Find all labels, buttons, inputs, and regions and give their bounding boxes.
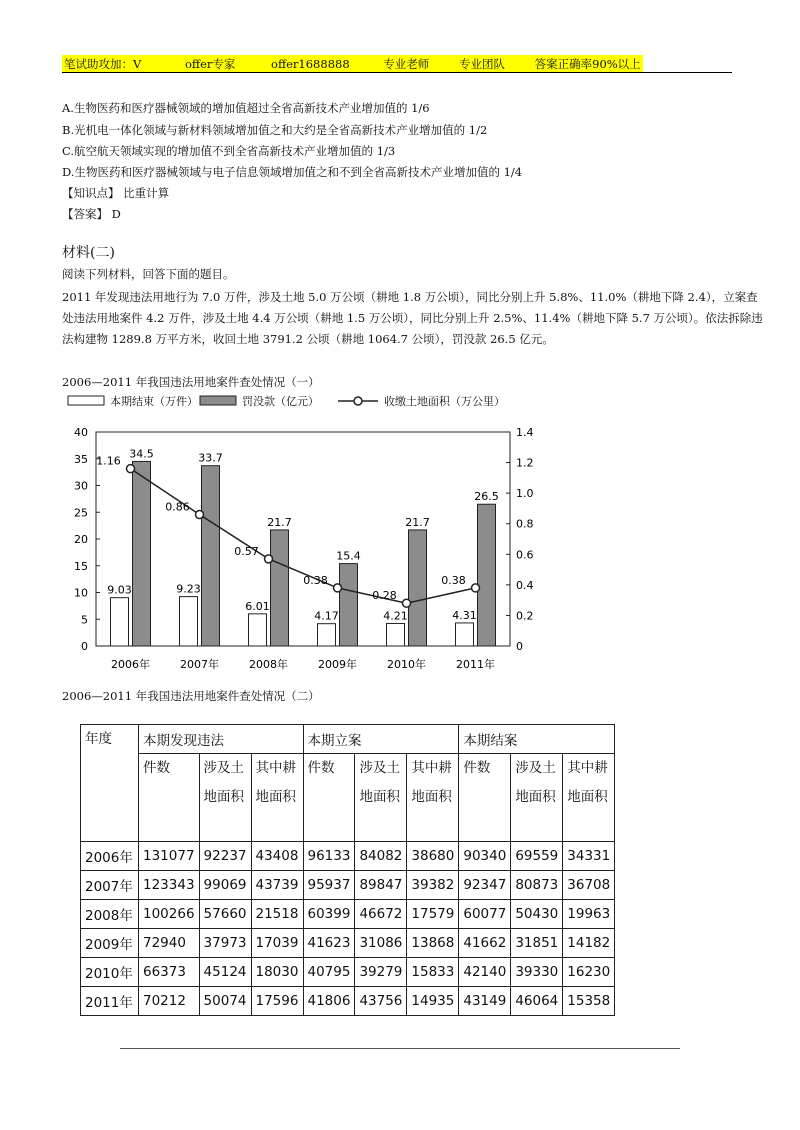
table-cell: 36708: [563, 871, 615, 900]
x-tick-label: 2008年: [249, 658, 288, 671]
table-cell: 15358: [563, 987, 615, 1016]
bar-value-label: 4.21: [383, 609, 408, 623]
x-tick-label: 2009年: [318, 658, 357, 671]
table-caption: 2006—2011 年我国违法用地案件查处情况（二）: [62, 689, 320, 703]
combo-chart: [60, 390, 550, 680]
y2-tick-label: 0.2: [516, 609, 534, 623]
promo-item: 笔试助攻加：V: [64, 57, 142, 71]
table-body: [81, 842, 615, 1016]
y2-tick-label: 1.0: [516, 487, 534, 501]
line-point: [265, 555, 273, 563]
col-subheader: 其中耕地面积: [251, 754, 303, 842]
y2-tick-label: 0.6: [516, 548, 534, 562]
table-row: [81, 929, 615, 958]
row-year: 2009年: [81, 929, 139, 958]
plot-frame: [96, 432, 510, 646]
x-tick-label: 2010年: [387, 658, 426, 671]
table-cell: 70212: [139, 987, 200, 1016]
table-cell: 17039: [251, 929, 303, 958]
bar-value-label: 34.5: [129, 447, 154, 461]
col-header-year: 年度: [81, 725, 139, 842]
table-cell: 18030: [251, 958, 303, 987]
table-row: [81, 987, 615, 1016]
bar: [478, 504, 496, 646]
row-year: 2006年: [81, 842, 139, 871]
table-row: [81, 958, 615, 987]
row-year: 2007年: [81, 871, 139, 900]
table-cell: 46672: [355, 900, 407, 929]
table-cell: 90340: [459, 842, 511, 871]
bar: [249, 614, 267, 646]
bar: [271, 530, 289, 646]
bar-value-label: 33.7: [198, 451, 223, 465]
x-tick-label: 2011年: [456, 658, 495, 671]
bar: [409, 530, 427, 646]
chart: [60, 390, 550, 680]
table-cell: 16230: [563, 958, 615, 987]
line-value-label: 0.28: [372, 589, 397, 603]
line-point: [334, 584, 342, 592]
table-cell: 95937: [303, 871, 355, 900]
data-table-wrap: [80, 724, 615, 1016]
table-cell: 38680: [407, 842, 459, 871]
legend-swatch: [68, 396, 104, 405]
bar: [111, 598, 129, 646]
row-year: 2008年: [81, 900, 139, 929]
col-subheader: 件数: [459, 754, 511, 842]
table-cell: 50430: [511, 900, 563, 929]
bar: [456, 623, 474, 646]
table-cell: 45124: [199, 958, 251, 987]
bar-value-label: 15.4: [336, 549, 361, 563]
table-cell: 31086: [355, 929, 407, 958]
table-cell: 66373: [139, 958, 200, 987]
bar-value-label: 6.01: [245, 599, 270, 613]
promo-item: 专业团队: [458, 57, 505, 71]
table-cell: 43756: [355, 987, 407, 1016]
y-tick-label: 25: [74, 506, 88, 520]
col-header-group: 本期立案: [303, 725, 459, 754]
y2-tick-label: 1.2: [516, 456, 534, 470]
table-cell: 60399: [303, 900, 355, 929]
col-header-group: 本期结案: [459, 725, 615, 754]
option-d: D.生物医药和医疗器械领域与电子信息领域增加值之和不到全省高新技术产业增加值的 1/4: [62, 165, 523, 179]
knowledge-point: 【知识点】 比重计算: [62, 186, 170, 200]
line-point: [472, 584, 480, 592]
col-subheader: 涉及土地面积: [199, 754, 251, 842]
material-body: 2011 年发现违法用地行为 7.0 万件，涉及土地 5.0 万公顷（耕地 1.8 万公顷），同比分别上升 5.8%、11.0%（耕地下降 2.4），立案查处违法用地案件 4.2 万件，涉及土地 4.4 万公顷（耕地 1.5 万公顷），同比分别上升 2.5%、11.4%（耕地下降 5.7 万公顷）。依法拆除违法构建物 1289.8 万平方米，收回土地 3791.2 公顷（耕地 1064.7 公顷），罚没款 26.5 亿元。: [62, 290, 763, 346]
table-cell: 21518: [251, 900, 303, 929]
table-cell: 37973: [199, 929, 251, 958]
table-cell: 42140: [459, 958, 511, 987]
legend-label: 罚没款（亿元）: [242, 395, 319, 408]
x-tick-label: 2006年: [111, 658, 150, 671]
option-a: A.生物医药和医疗器械领域的增加值超过全省高新技术产业增加值的 1/6: [62, 101, 430, 115]
option-c: C.航空航天领域实现的增加值不到全省高新技术产业增加值的 1/3: [62, 144, 396, 158]
table-cell: 131077: [139, 842, 200, 871]
promo-item: offer1688888: [271, 57, 350, 71]
table-row: [81, 842, 615, 871]
table-cell: 84082: [355, 842, 407, 871]
bar-value-label: 9.23: [176, 582, 201, 596]
line-value-label: 0.57: [234, 544, 259, 558]
table-cell: 17596: [251, 987, 303, 1016]
y-tick-label: 30: [74, 479, 88, 493]
promo-highlight: [62, 55, 643, 72]
bar: [318, 624, 336, 646]
promo-item: 专业老师: [383, 57, 430, 71]
table-cell: 99069: [199, 871, 251, 900]
table-cell: 13868: [407, 929, 459, 958]
y2-tick-label: 0: [516, 640, 523, 653]
legend-swatch: [200, 396, 236, 405]
y-tick-label: 20: [74, 533, 88, 546]
bar-value-label: 9.03: [107, 583, 132, 597]
col-subheader: 涉及土地面积: [511, 754, 563, 842]
table-cell: 39382: [407, 871, 459, 900]
table-cell: 123343: [139, 871, 200, 900]
line-point: [127, 465, 135, 473]
table-cell: 41662: [459, 929, 511, 958]
data-table: [80, 724, 615, 1016]
table-cell: 92237: [199, 842, 251, 871]
option-b: B.光机电一体化领域与新材料领域增加值之和大约是全省高新技术产业增加值的 1/2: [62, 123, 488, 137]
y2-tick-label: 1.4: [516, 426, 534, 439]
bar-value-label: 4.31: [452, 608, 477, 622]
line-value-label: 1.16: [96, 454, 121, 468]
table-cell: 34331: [563, 842, 615, 871]
material-intro: 阅读下列材料，回答下面的题目。: [62, 267, 235, 281]
y-tick-label: 40: [74, 426, 88, 439]
legend-label: 本期结束（万件）: [110, 395, 198, 408]
table-cell: 46064: [511, 987, 563, 1016]
line-value-label: 0.38: [441, 573, 466, 587]
col-subheader: 其中耕地面积: [563, 754, 615, 842]
y-tick-label: 5: [81, 613, 88, 627]
promo-item: 答案正确率90%以上: [534, 57, 641, 71]
answer-label: 【答案】 D: [62, 207, 121, 221]
col-subheader: 件数: [303, 754, 355, 842]
bar-value-label: 21.7: [405, 515, 430, 529]
table-cell: 80873: [511, 871, 563, 900]
col-subheader: 件数: [139, 754, 200, 842]
bar: [387, 623, 405, 646]
footer-rule: [120, 1048, 680, 1049]
legend-label: 收缴土地面积（万公里）: [384, 395, 505, 408]
bar: [180, 597, 198, 646]
table-cell: 60077: [459, 900, 511, 929]
promo-item: offer专家: [184, 57, 236, 71]
table-header-row: [81, 725, 615, 754]
table-cell: 96133: [303, 842, 355, 871]
table-cell: 41623: [303, 929, 355, 958]
table-cell: 50074: [199, 987, 251, 1016]
bar-value-label: 21.7: [267, 515, 292, 529]
table-subheader-row: [81, 754, 615, 842]
table-cell: 39279: [355, 958, 407, 987]
bar: [202, 466, 220, 646]
material-title: 材料(二): [62, 245, 115, 261]
chart-caption: 2006—2011 年我国违法用地案件查处情况（一）: [62, 375, 320, 389]
y-tick-label: 0: [81, 640, 88, 653]
legend-marker: [354, 397, 362, 405]
col-subheader: 其中耕地面积: [407, 754, 459, 842]
table-cell: 57660: [199, 900, 251, 929]
line-point: [196, 511, 204, 519]
bar: [133, 461, 151, 646]
y-tick-label: 15: [74, 559, 88, 573]
table-cell: 39330: [511, 958, 563, 987]
bar-value-label: 4.17: [314, 609, 339, 623]
line-point: [403, 599, 411, 607]
bar: [340, 564, 358, 646]
promo-banner: [62, 55, 732, 73]
y2-tick-label: 0.4: [516, 578, 534, 592]
col-header-group: 本期发现违法: [139, 725, 304, 754]
table-cell: 89847: [355, 871, 407, 900]
table-cell: 92347: [459, 871, 511, 900]
table-cell: 14182: [563, 929, 615, 958]
row-year: 2010年: [81, 958, 139, 987]
table-row: [81, 900, 615, 929]
table-cell: 14935: [407, 987, 459, 1016]
y-tick-label: 10: [74, 586, 88, 600]
table-cell: 43149: [459, 987, 511, 1016]
x-tick-label: 2007年: [180, 658, 219, 671]
table-row: [81, 871, 615, 900]
table-cell: 31851: [511, 929, 563, 958]
row-year: 2011年: [81, 987, 139, 1016]
table-cell: 100266: [139, 900, 200, 929]
table-cell: 43408: [251, 842, 303, 871]
y-tick-label: 35: [74, 452, 88, 466]
table-cell: 19963: [563, 900, 615, 929]
bar-value-label: 26.5: [474, 490, 499, 504]
table-cell: 15833: [407, 958, 459, 987]
y2-tick-label: 0.8: [516, 517, 534, 531]
table-cell: 69559: [511, 842, 563, 871]
table-cell: 40795: [303, 958, 355, 987]
table-cell: 17579: [407, 900, 459, 929]
line-value-label: 0.38: [303, 573, 328, 587]
table-cell: 72940: [139, 929, 200, 958]
line-value-label: 0.86: [165, 500, 190, 514]
col-subheader: 涉及土地面积: [355, 754, 407, 842]
table-cell: 43739: [251, 871, 303, 900]
table-cell: 41806: [303, 987, 355, 1016]
